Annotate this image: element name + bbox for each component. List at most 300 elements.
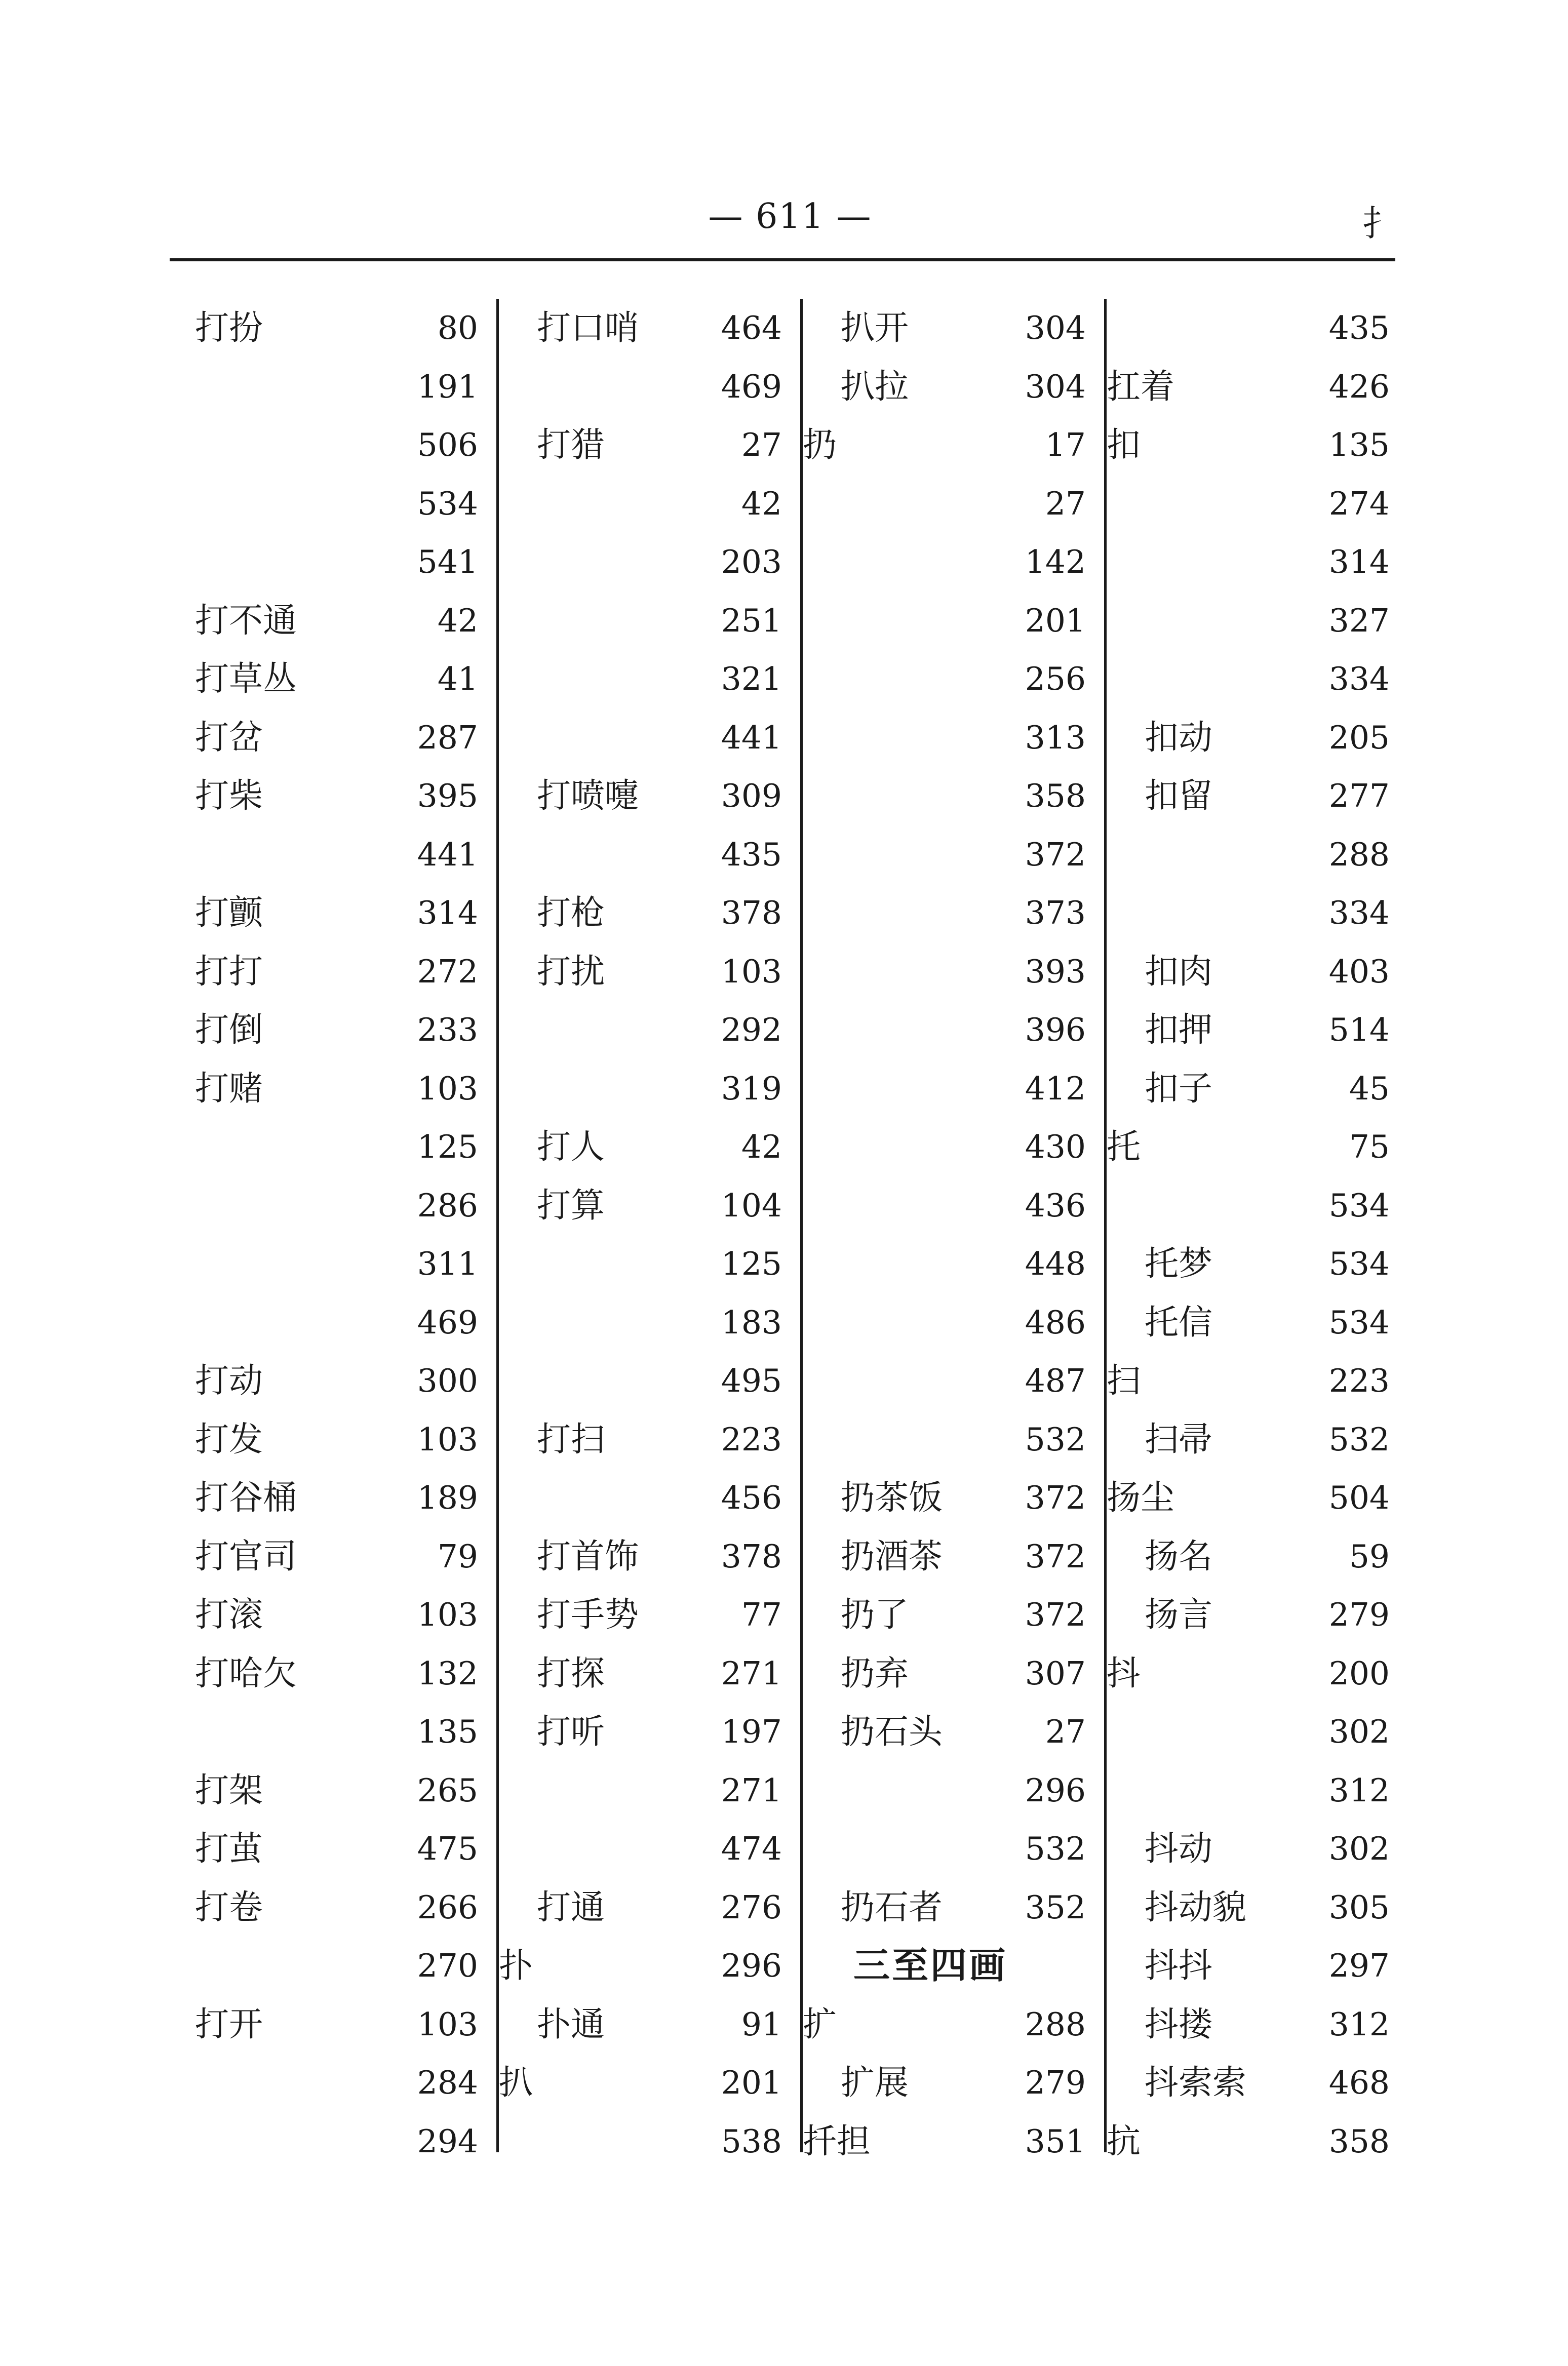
entry-page-number: 132 xyxy=(417,1654,478,1692)
index-entry xyxy=(1107,1235,1408,1293)
entry-term: 打哈欠 xyxy=(195,1653,297,1693)
entry-page-number: 352 xyxy=(1025,1888,1086,1926)
entry-page-number: 314 xyxy=(417,894,478,931)
entry-term: 打打 xyxy=(195,951,263,991)
index-column-3 xyxy=(800,299,1104,2161)
entry-term: 扔 xyxy=(803,425,837,464)
entry-term: 扬名 xyxy=(1145,1536,1212,1576)
index-entry xyxy=(499,1469,800,1527)
index-entry xyxy=(1107,416,1408,474)
entry-term: 扫 xyxy=(1107,1361,1141,1400)
index-entry xyxy=(499,1235,800,1293)
entry-page-number: 358 xyxy=(1025,777,1086,814)
entry-page-number: 189 xyxy=(417,1479,478,1516)
entry-term: 扛着 xyxy=(1107,366,1174,406)
index-entry xyxy=(1107,1293,1408,1352)
entry-page-number: 45 xyxy=(1349,1070,1390,1107)
entry-page-number: 378 xyxy=(721,894,782,931)
index-entry xyxy=(195,2112,496,2171)
entry-page-number: 307 xyxy=(1025,1654,1086,1692)
index-entry xyxy=(803,592,1104,650)
index-entry xyxy=(195,1995,496,2054)
entry-term: 打官司 xyxy=(195,1536,297,1576)
entry-page-number: 378 xyxy=(721,1537,782,1575)
entry-term: 打不通 xyxy=(195,600,297,640)
entry-page-number: 251 xyxy=(721,602,782,639)
entry-term: 打赌 xyxy=(195,1068,263,1108)
index-entry xyxy=(499,299,800,357)
index-entry xyxy=(195,358,496,416)
entry-term: 扔了 xyxy=(841,1595,909,1634)
entry-page-number: 395 xyxy=(417,777,478,814)
index-entry xyxy=(195,942,496,1001)
entry-term: 打喷嚏 xyxy=(537,776,639,815)
index-entry xyxy=(803,1118,1104,1176)
index-entry xyxy=(803,1527,1104,1586)
entry-term: 打发 xyxy=(195,1419,263,1459)
entry-page-number: 534 xyxy=(1328,1187,1390,1224)
index-entry xyxy=(195,299,496,357)
index-entry xyxy=(499,1586,800,1644)
entry-term: 抖索索 xyxy=(1145,2063,1246,2102)
entry-term: 抖动 xyxy=(1145,1829,1212,1868)
entry-term: 托梦 xyxy=(1145,1244,1212,1283)
entry-page-number: 372 xyxy=(1025,1479,1086,1516)
entry-page-number: 276 xyxy=(721,1888,782,1926)
entry-page-number: 302 xyxy=(1328,1713,1390,1750)
entry-page-number: 288 xyxy=(1025,2005,1086,2043)
entry-term: 托 xyxy=(1107,1127,1141,1166)
entry-term: 扬尘 xyxy=(1107,1478,1174,1517)
entry-page-number: 372 xyxy=(1025,1596,1086,1633)
entry-page-number: 448 xyxy=(1025,1245,1086,1282)
index-entry xyxy=(499,1703,800,1761)
index-entry xyxy=(803,1001,1104,1059)
index-entry xyxy=(499,767,800,825)
index-entry xyxy=(1107,1937,1408,1995)
index-entry xyxy=(803,708,1104,767)
index-entry xyxy=(1107,1761,1408,1820)
index-entry xyxy=(803,416,1104,474)
entry-page-number: 103 xyxy=(417,2005,478,2043)
entry-term: 扒拉 xyxy=(841,366,909,406)
entry-page-number: 534 xyxy=(1328,1245,1390,1282)
index-entry xyxy=(1107,825,1408,884)
index-entry xyxy=(195,1059,496,1118)
index-entry xyxy=(803,1644,1104,1703)
index-entry xyxy=(195,1001,496,1059)
entry-term: 扣动 xyxy=(1145,717,1212,757)
entry-page-number: 296 xyxy=(1025,1771,1086,1809)
entry-page-number: 142 xyxy=(1025,543,1086,580)
index-entry xyxy=(1107,650,1408,708)
index-entry xyxy=(1107,592,1408,650)
entry-page-number: 103 xyxy=(417,1070,478,1107)
index-entry xyxy=(803,1703,1104,1761)
index-entry xyxy=(195,825,496,884)
index-entry xyxy=(1107,2112,1408,2171)
entry-page-number: 314 xyxy=(1328,543,1390,580)
index-entry xyxy=(195,1644,496,1703)
index-entry xyxy=(499,1527,800,1586)
entry-page-number: 135 xyxy=(417,1713,478,1750)
index-entry xyxy=(803,2054,1104,2112)
entry-term: 扩 xyxy=(803,2004,837,2044)
entry-term: 打枪 xyxy=(537,893,605,932)
index-entry xyxy=(1107,1118,1408,1176)
entry-term: 打柴 xyxy=(195,776,263,815)
entry-page-number: 42 xyxy=(741,485,782,522)
entry-page-number: 191 xyxy=(417,368,478,405)
radical-header: 扌 xyxy=(1362,203,1398,244)
index-entry xyxy=(1107,1059,1408,1118)
index-entry xyxy=(195,1118,496,1176)
entry-page-number: 469 xyxy=(417,1304,478,1341)
entry-page-number: 495 xyxy=(721,1362,782,1399)
entry-page-number: 372 xyxy=(1025,1537,1086,1575)
entry-page-number: 271 xyxy=(721,1654,782,1692)
entry-page-number: 441 xyxy=(417,836,478,873)
entry-page-number: 135 xyxy=(1328,426,1390,463)
entry-page-number: 233 xyxy=(417,1011,478,1048)
index-entry xyxy=(803,299,1104,357)
entry-page-number: 334 xyxy=(1328,894,1390,931)
entry-page-number: 435 xyxy=(721,836,782,873)
entry-page-number: 300 xyxy=(417,1362,478,1399)
entry-page-number: 532 xyxy=(1025,1830,1086,1867)
index-entry xyxy=(1107,1527,1408,1586)
index-entry xyxy=(499,416,800,474)
index-entry xyxy=(1107,1176,1408,1235)
entry-page-number: 200 xyxy=(1328,1654,1390,1692)
entry-term: 扒 xyxy=(499,2063,533,2102)
entry-term: 扔石头 xyxy=(841,1712,943,1751)
entry-page-number: 103 xyxy=(417,1421,478,1458)
index-entry xyxy=(803,1176,1104,1235)
entry-page-number: 456 xyxy=(721,1479,782,1516)
index-entry xyxy=(499,1761,800,1820)
index-entry xyxy=(195,2054,496,2112)
entry-page-number: 296 xyxy=(721,1947,782,1984)
index-entry xyxy=(499,1293,800,1352)
entry-page-number: 205 xyxy=(1328,719,1390,756)
entry-page-number: 287 xyxy=(417,719,478,756)
header-divider xyxy=(170,258,1395,261)
entry-page-number: 279 xyxy=(1328,1596,1390,1633)
entry-term: 托信 xyxy=(1145,1302,1212,1342)
index-entry xyxy=(499,1001,800,1059)
index-entry xyxy=(499,1059,800,1118)
index-entry xyxy=(1107,299,1408,357)
entry-page-number: 256 xyxy=(1025,660,1086,697)
index-entry xyxy=(803,1235,1104,1293)
entry-page-number: 272 xyxy=(417,953,478,990)
index-entry xyxy=(1107,1469,1408,1527)
index-entry xyxy=(195,1235,496,1293)
index-entry xyxy=(1107,767,1408,825)
entry-term: 打首饰 xyxy=(537,1536,639,1576)
entry-page-number: 77 xyxy=(741,1596,782,1633)
index-entry xyxy=(499,1878,800,1937)
entry-page-number: 201 xyxy=(1025,602,1086,639)
entry-page-number: 201 xyxy=(721,2064,782,2101)
entry-term: 扣肉 xyxy=(1145,951,1212,991)
entry-page-number: 271 xyxy=(721,1771,782,1809)
entry-term: 打扮 xyxy=(195,308,263,347)
index-entry xyxy=(803,2112,1104,2171)
entry-term: 打倒 xyxy=(195,1010,263,1049)
entry-term: 扔茶饭 xyxy=(841,1478,943,1517)
index-entry xyxy=(803,475,1104,533)
entry-page-number: 203 xyxy=(721,543,782,580)
entry-term: 扒开 xyxy=(841,308,909,347)
entry-page-number: 426 xyxy=(1328,368,1390,405)
index-entry xyxy=(195,416,496,474)
entry-page-number: 305 xyxy=(1328,1888,1390,1926)
entry-page-number: 304 xyxy=(1025,309,1086,346)
entry-page-number: 80 xyxy=(437,309,478,346)
entry-term: 扫帚 xyxy=(1145,1419,1212,1459)
entry-term: 打通 xyxy=(537,1887,605,1927)
index-entry xyxy=(1107,1410,1408,1469)
index-entry xyxy=(803,358,1104,416)
index-entry xyxy=(195,1586,496,1644)
index-entry xyxy=(195,1293,496,1352)
index-entry xyxy=(803,1469,1104,1527)
index-entry xyxy=(803,1059,1104,1118)
index-entry xyxy=(195,592,496,650)
index-entry xyxy=(499,1995,800,2054)
index-entry xyxy=(499,1820,800,1878)
index-entry xyxy=(1107,942,1408,1001)
entry-page-number: 403 xyxy=(1328,953,1390,990)
entry-page-number: 286 xyxy=(417,1187,478,1224)
index-entry xyxy=(195,1410,496,1469)
index-entry xyxy=(803,1878,1104,1937)
index-entry xyxy=(499,1937,800,1995)
entry-term: 打卷 xyxy=(195,1887,263,1927)
entry-page-number: 59 xyxy=(1349,1537,1390,1575)
index-entry xyxy=(803,1995,1104,2054)
entry-term: 打开 xyxy=(195,2004,263,2044)
entry-term: 打草丛 xyxy=(195,659,297,698)
entry-page-number: 197 xyxy=(721,1713,782,1750)
index-columns xyxy=(195,299,1408,2161)
entry-page-number: 104 xyxy=(721,1187,782,1224)
entry-page-number: 309 xyxy=(721,777,782,814)
page-number: — 611 — xyxy=(708,196,872,236)
entry-page-number: 75 xyxy=(1349,1128,1390,1165)
entry-page-number: 334 xyxy=(1328,660,1390,697)
entry-page-number: 321 xyxy=(721,660,782,697)
entry-page-number: 504 xyxy=(1328,1479,1390,1516)
index-entry xyxy=(499,1176,800,1235)
index-entry xyxy=(499,1644,800,1703)
index-entry xyxy=(1107,884,1408,942)
entry-term: 扣留 xyxy=(1145,776,1212,815)
entry-term: 打猎 xyxy=(537,425,605,464)
entry-page-number: 474 xyxy=(721,1830,782,1867)
entry-page-number: 312 xyxy=(1328,2005,1390,2043)
index-entry xyxy=(195,884,496,942)
index-entry xyxy=(499,475,800,533)
entry-term: 扔弃 xyxy=(841,1653,909,1693)
index-entry xyxy=(803,942,1104,1001)
entry-term: 打手势 xyxy=(537,1595,639,1634)
entry-term: 抗 xyxy=(1107,2121,1141,2161)
section-heading: 三至四画 xyxy=(853,1944,1008,1987)
entry-page-number: 393 xyxy=(1025,953,1086,990)
entry-page-number: 311 xyxy=(417,1245,478,1282)
entry-page-number: 327 xyxy=(1328,602,1390,639)
entry-page-number: 265 xyxy=(417,1771,478,1809)
entry-term: 打动 xyxy=(195,1361,263,1400)
index-entry xyxy=(195,1703,496,1761)
entry-term: 打探 xyxy=(537,1653,605,1693)
entry-page-number: 469 xyxy=(721,368,782,405)
entry-page-number: 266 xyxy=(417,1888,478,1926)
index-entry xyxy=(1107,1352,1408,1410)
entry-page-number: 288 xyxy=(1328,836,1390,873)
index-column-1 xyxy=(195,299,496,2160)
entry-page-number: 312 xyxy=(1328,1771,1390,1809)
index-entry xyxy=(1107,1703,1408,1761)
entry-page-number: 125 xyxy=(417,1128,478,1165)
entry-page-number: 103 xyxy=(721,953,782,990)
index-entry xyxy=(195,533,496,591)
entry-page-number: 91 xyxy=(741,2005,782,2043)
index-entry xyxy=(195,1469,496,1527)
entry-term: 打架 xyxy=(195,1770,263,1810)
index-entry xyxy=(803,533,1104,591)
entry-term: 抖搂 xyxy=(1145,2004,1212,2044)
entry-page-number: 223 xyxy=(1328,1362,1390,1399)
index-entry xyxy=(803,884,1104,942)
index-entry xyxy=(195,767,496,825)
index-entry xyxy=(1107,533,1408,591)
index-entry xyxy=(499,650,800,708)
entry-page-number: 103 xyxy=(417,1596,478,1633)
entry-page-number: 430 xyxy=(1025,1128,1086,1165)
entry-page-number: 279 xyxy=(1025,2064,1086,2101)
entry-page-number: 514 xyxy=(1328,1011,1390,1048)
index-entry xyxy=(803,1293,1104,1352)
index-entry xyxy=(803,1410,1104,1469)
entry-page-number: 27 xyxy=(741,426,782,463)
index-entry xyxy=(1107,1995,1408,2054)
entry-term: 抖动貌 xyxy=(1145,1887,1246,1927)
entry-term: 打扫 xyxy=(537,1419,605,1459)
index-entry xyxy=(499,825,800,884)
index-entry xyxy=(499,1118,800,1176)
entry-page-number: 534 xyxy=(417,485,478,522)
entry-term: 扬言 xyxy=(1145,1595,1212,1634)
entry-page-number: 277 xyxy=(1328,777,1390,814)
index-entry xyxy=(195,1878,496,1937)
entry-page-number: 351 xyxy=(1025,2122,1086,2160)
entry-term: 抖抖 xyxy=(1145,1946,1212,1985)
entry-page-number: 412 xyxy=(1025,1070,1086,1107)
index-entry xyxy=(1107,1820,1408,1878)
entry-page-number: 294 xyxy=(417,2122,478,2160)
entry-term: 打听 xyxy=(537,1712,605,1751)
entry-term: 扣子 xyxy=(1145,1068,1212,1108)
entry-page-number: 313 xyxy=(1025,719,1086,756)
entry-page-number: 506 xyxy=(417,426,478,463)
entry-term: 打算 xyxy=(537,1185,605,1225)
index-entry xyxy=(803,825,1104,884)
index-entry xyxy=(195,1527,496,1586)
entry-page-number: 435 xyxy=(1328,309,1390,346)
entry-page-number: 464 xyxy=(721,309,782,346)
entry-term: 扑通 xyxy=(537,2004,605,2044)
index-entry xyxy=(1107,475,1408,533)
entry-page-number: 486 xyxy=(1025,1304,1086,1341)
entry-page-number: 304 xyxy=(1025,368,1086,405)
entry-page-number: 534 xyxy=(1328,1304,1390,1341)
index-entry xyxy=(195,1761,496,1820)
entry-term: 打岔 xyxy=(195,717,263,757)
entry-page-number: 441 xyxy=(721,719,782,756)
index-entry xyxy=(803,650,1104,708)
index-entry xyxy=(499,592,800,650)
entry-page-number: 541 xyxy=(417,543,478,580)
entry-page-number: 274 xyxy=(1328,485,1390,522)
index-entry xyxy=(195,650,496,708)
index-entry xyxy=(803,767,1104,825)
entry-page-number: 538 xyxy=(721,2122,782,2160)
entry-page-number: 284 xyxy=(417,2064,478,2101)
entry-page-number: 42 xyxy=(437,602,478,639)
index-entry xyxy=(195,708,496,767)
entry-term: 扔石者 xyxy=(841,1887,943,1927)
entry-page-number: 27 xyxy=(1045,485,1086,522)
entry-term: 扦担 xyxy=(803,2121,871,2161)
index-entry xyxy=(499,942,800,1001)
entry-page-number: 436 xyxy=(1025,1187,1086,1224)
entry-page-number: 373 xyxy=(1025,894,1086,931)
section-heading-row xyxy=(803,1937,1104,1995)
index-entry xyxy=(1107,1644,1408,1703)
entry-page-number: 532 xyxy=(1025,1421,1086,1458)
index-entry xyxy=(803,1761,1104,1820)
index-entry xyxy=(499,533,800,591)
entry-page-number: 302 xyxy=(1328,1830,1390,1867)
index-entry xyxy=(1107,1878,1408,1937)
index-entry xyxy=(195,1820,496,1878)
entry-page-number: 358 xyxy=(1328,2122,1390,2160)
entry-term: 打扰 xyxy=(537,951,605,991)
index-column-2 xyxy=(496,299,800,2160)
entry-page-number: 487 xyxy=(1025,1362,1086,1399)
entry-term: 抖 xyxy=(1107,1653,1141,1693)
index-column-4 xyxy=(1104,299,1408,2161)
index-entry xyxy=(499,1410,800,1469)
index-entry xyxy=(499,2054,800,2112)
index-entry xyxy=(1107,2054,1408,2112)
index-entry xyxy=(195,1937,496,1995)
entry-term: 打茧 xyxy=(195,1829,263,1868)
entry-term: 打人 xyxy=(537,1127,605,1166)
entry-page-number: 372 xyxy=(1025,836,1086,873)
entry-page-number: 223 xyxy=(721,1421,782,1458)
index-entry xyxy=(1107,708,1408,767)
index-entry xyxy=(499,358,800,416)
entry-page-number: 292 xyxy=(721,1011,782,1048)
entry-page-number: 532 xyxy=(1328,1421,1390,1458)
index-entry xyxy=(1107,1001,1408,1059)
entry-page-number: 319 xyxy=(721,1070,782,1107)
